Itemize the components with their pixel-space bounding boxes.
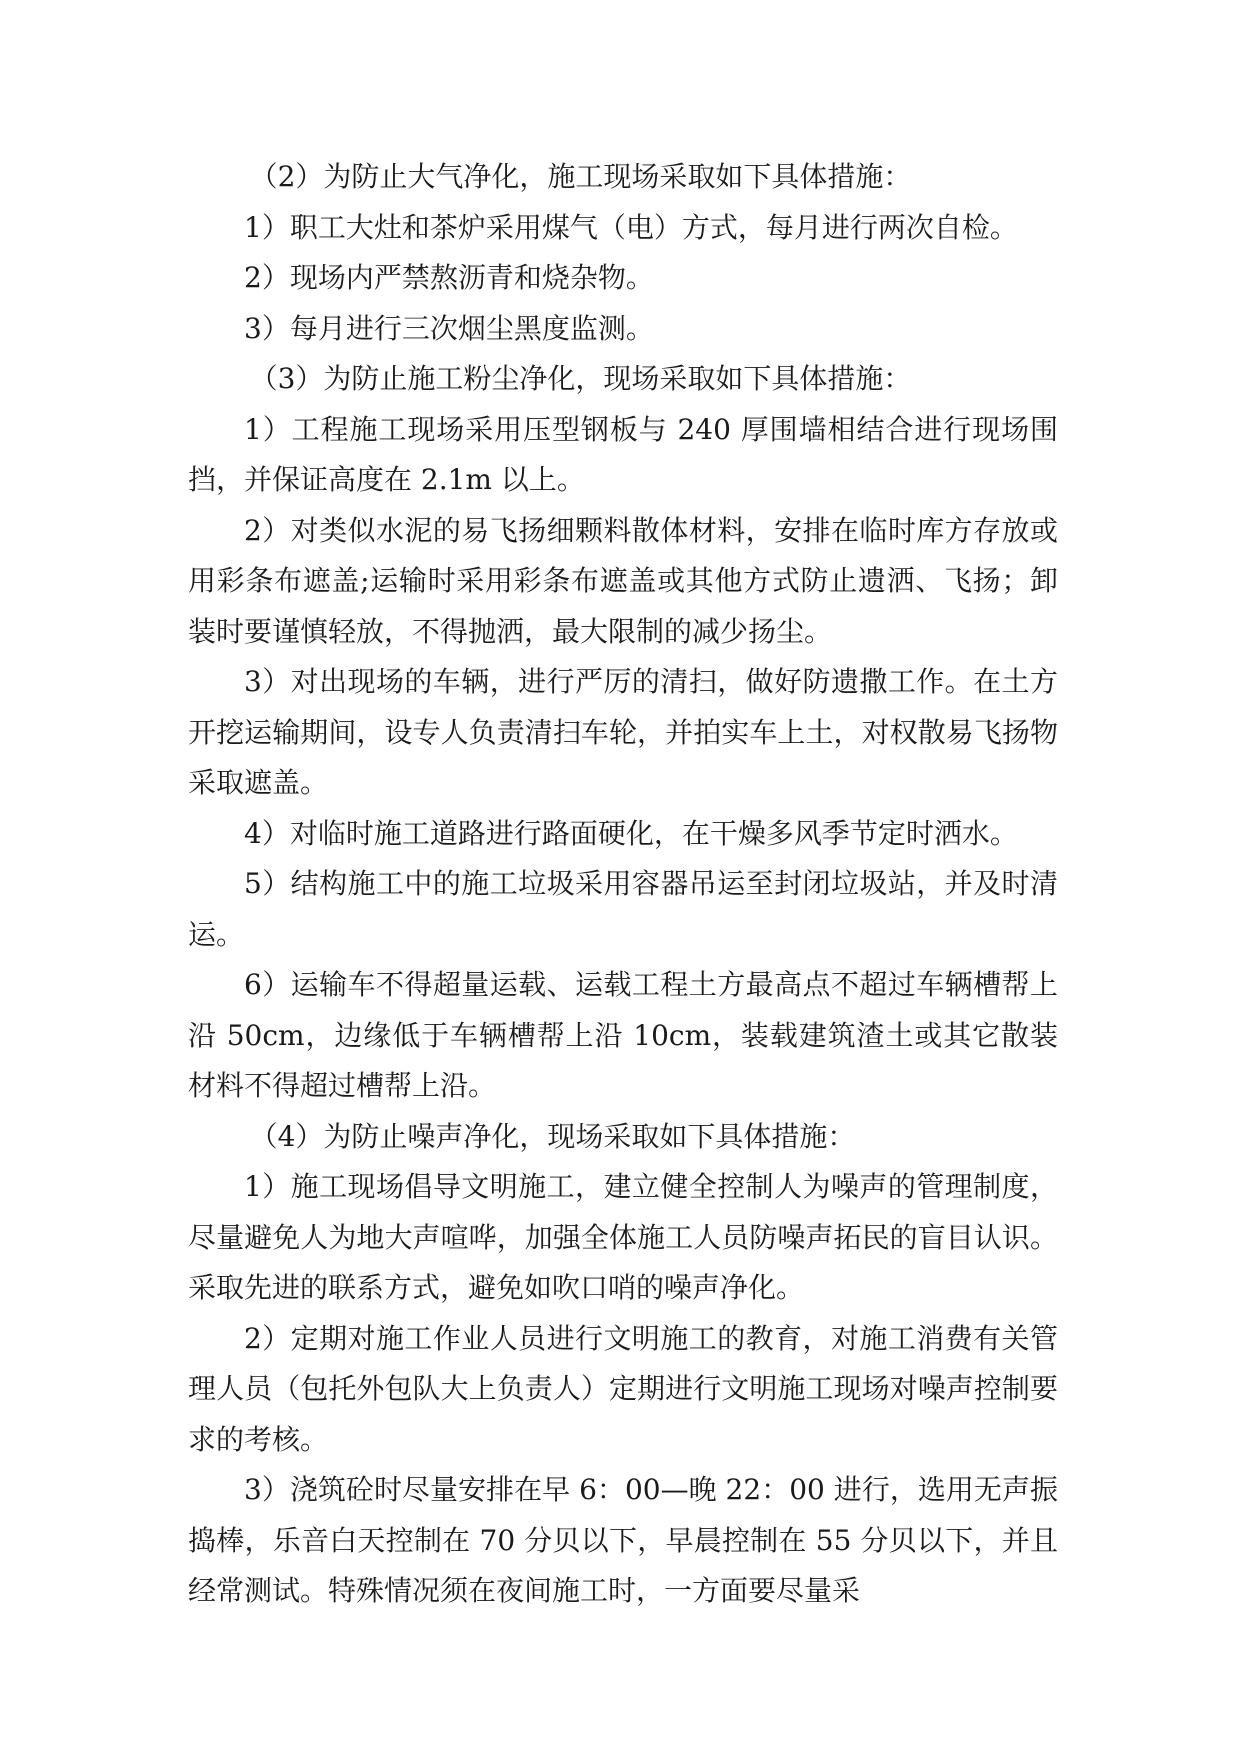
paragraph: 1）职工大灶和茶炉采用煤气（电）方式，每月进行两次自检。 bbox=[244, 210, 1018, 244]
section-heading-dust: （3）为防止施工粉尘净化，现场采取如下具体措施： bbox=[249, 362, 912, 395]
paragraph: 3）对出现场的车辆，进行严厉的清扫，做好防遗撒工作。在土方开挖运输期间，设专人负责清扫车轮，并拍实车上土，对权散易飞扬物采取遮盖。 bbox=[188, 665, 1058, 799]
paragraph: 2）对类似水泥的易飞扬细颗料散体材料，安排在临时库方存放或用彩条布遮盖;运输时采用彩条布遮盖或其他方式防止遗洒、飞扬；卸装时要谨慎轻放，不得抛洒，最大限制的减少扬尘。 bbox=[188, 513, 1058, 648]
paragraph: 2）现场内严禁熬沥青和烧杂物。 bbox=[244, 261, 654, 294]
paragraph: 3）浇筑砼时尽量安排在早 6：00—晚 22：00 进行，选用无声振捣棒，乐音白天控制在 70 分贝以下，早晨控制在 55 分贝以下，并且经常测试。特殊情况须在夜间施工时，一方面要尽量采 bbox=[188, 1473, 1058, 1607]
paragraph: 1）施工现场倡导文明施工，建立健全控制人为噪声的管理制度，尽量避免人为地大声喧哗，加强全体施工人员防噪声拓民的盲目认识。采取先进的联系方式，避免如吹口哨的噪声净化。 bbox=[188, 1170, 1058, 1304]
paragraph: 5）结构施工中的施工垃圾采用容器吊运至封闭垃圾站，并及时清运。 bbox=[188, 867, 1058, 951]
section-heading-air: （2）为防止大气净化，施工现场采取如下具体措施： bbox=[249, 160, 912, 193]
body-text bbox=[188, 152, 1058, 1617]
paragraph: 2）定期对施工作业人员进行文明施工的教育，对施工消费有关管理人员（包托外包队大上负责人）定期进行文明施工现场对噪声控制要求的考核。 bbox=[188, 1321, 1058, 1456]
paragraph: 4）对临时施工道路进行路面硬化，在干燥多风季节定时洒水。 bbox=[244, 816, 1018, 850]
paragraph: 1）工程施工现场采用压型钢板与 240 厚围墙相结合进行现场围挡，并保证高度在 2.1m 以上。 bbox=[188, 412, 1058, 496]
section-heading-noise: （4）为防止噪声净化，现场采取如下具体措施： bbox=[249, 1119, 856, 1153]
paragraph: 3）每月进行三次烟尘黑度监测。 bbox=[244, 311, 654, 345]
paragraph: 6）运输车不得超量运载、运载工程土方最高点不超过车辆槽帮上沿 50cm，边缘低于车辆槽帮上沿 10cm，装载建筑渣土或其它散装材料不得超过槽帮上沿。 bbox=[188, 968, 1058, 1102]
